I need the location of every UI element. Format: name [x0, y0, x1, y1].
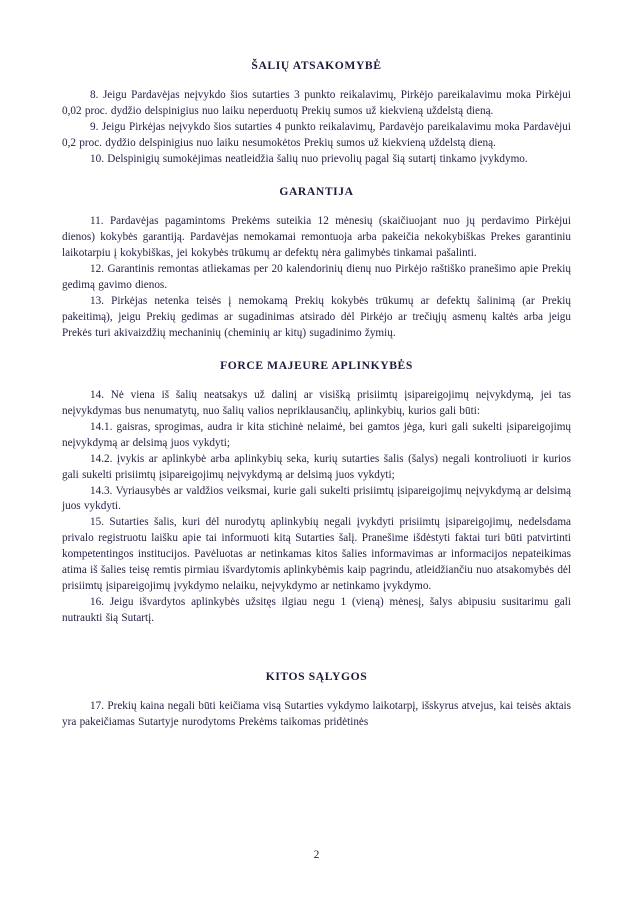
paragraph-10: 10. Delspinigių sumokėjimas neatleidžia šalių nuo prievolių pagal šią sutartį tinkamo įvykdymo. [90, 153, 528, 166]
paragraph-9: 9. Jeigu Pirkėjas neįvykdo šios sutarties 4 punkto reikalavimų, Pardavėjo pareikalavimu moka Pardavėjui 0,2 proc. dydžio delspinigius nuo laiku nesumokėtos Prekių sumos už kiekvieną uždelstą dieną. [62, 121, 571, 150]
paragraph-14-2: 14.2. įvykis ar aplinkybė arba aplinkybių seka, kurių sutarties šalis (šalys) negali kontroliuoti ir kurios gali sukelti prisiimtų įsipareigojimų neįvykdymą ar delsimą juos vykdyti; [62, 452, 571, 481]
spacer [62, 342, 571, 358]
paragraph-17: 17. Prekių kaina negali būti keičiama visą Sutarties vykdymo laikotarpį, išskyrus atvejus, kai teisės aktais yra pakeičiamas Sutartyje nurodytoms Prekėms taikomas pridėtinės [62, 700, 571, 729]
section-heading-other-terms: KITOS SĄLYGOS [265, 669, 368, 683]
paragraph-14: 14. Nė viena iš šalių neatsakys už dalinį ar visišką prisiimtų įsipareigojimų neįvykdymą, jei tas neįvykdymas bus nenumatytų, nuo šalių valios nepriklausančių, aplinkybių, kurios gali būti: [62, 389, 571, 418]
paragraph-8: 8. Jeigu Pardavėjas neįvykdo šios sutarties 3 punkto reikalavimų, Pirkėjo pareikalavimu moka Pirkėjui 0,02 proc. dydžio delspinigius nuo laiku neperduotų Prekių sumos už kiekvieną uždelstą dieną. [62, 89, 571, 118]
section-heading-warranty: GARANTIJA [279, 184, 354, 198]
document-body [62, 58, 571, 731]
paragraph-14-3: 14.3. Vyriausybės ar valdžios veiksmai, kurie gali sukelti prisiimtų įsipareigojimų neįvykdymą ar delsimą juos vykdyti. [62, 484, 571, 513]
section-heading-liability: ŠALIŲ ATSAKOMYBĖ [251, 59, 382, 72]
section-body-warranty [62, 214, 571, 341]
section-heading-force-majeure: FORCE MAJEURE APLINKYBĖS [220, 358, 413, 372]
paragraph-13: 13. Pirkėjas netenka teisės į nemokamą Prekių kokybės trūkumų ar defektų šalinimą (ar Prekių pakeitimą), jeigu Prekių gedimas ar sugadinimas atsirado dėl Pirkėjo ar trečiųjų asmenų kaltės arba jeigu Prekės turi akivaizdžių mechaninių (cheminių ar kitų) sugadinimo žymių. [62, 294, 571, 339]
page-number: 2 [313, 849, 320, 861]
section-body-liability [62, 88, 571, 168]
spacer [62, 168, 571, 184]
paragraph-16: 16. Jeigu išvardytos aplinkybės užsitęs ilgiau negu 1 (vieną) mėnesį, šalys abipusiu susitarimu gali nutraukti šią Sutartį. [62, 595, 571, 624]
paragraph-11: 11. Pardavėjas pagamintoms Prekėms suteikia 12 mėnesių (skaičiuojant nuo jų perdavimo Pirkėjui dienos) kokybės garantiją. Pardavėjas nemokamai remontuoja arba pakeičia nekokybiškas Prekes garantiniu laikotarpiu į kokybiškas, jei kokybės trūkumų ar defektų nėra galimybės tinkamai pašalinti. [62, 215, 571, 260]
section-body-other-terms [62, 699, 571, 731]
paragraph-15: 15. Sutarties šalis, kuri dėl nurodytų aplinkybių negali įvykdyti prisiimtų įsipareigojimų, nedelsdama privalo registruotu laišku apie tai informuoti kitą Sutarties šalį. Pranešime išdėstyti faktai turi būti patvirtinti kompetentingos institucijos. Pavėluotas ar netinkamas kitos šalies informavimas ar informacijos nepateikimas atima iš šalies teisę remtis pirmiau išvardytomis aplinkybėmis kaip pagrindu, atleidžiančiu nuo atsakomybės dėl prisiimtų įsipareigojimų įvykdymo nelaiku, neįvykdymo ar netinkamo įvykdymo. [62, 516, 571, 593]
paragraph-14-1: 14.1. gaisras, sprogimas, audra ir kita stichinė nelaimė, bei gamtos jėga, kuri gali sukelti įsipareigojimų neįvykdymą ar delsimą juos vykdyti; [62, 420, 571, 449]
section-body-force-majeure [62, 388, 571, 627]
spacer [62, 627, 571, 647]
paragraph-12: 12. Garantinis remontas atliekamas per 20 kalendorinių dienų nuo Pirkėjo raštiško pranešimo apie Prekių gedimą gavimo dienos. [62, 263, 571, 292]
